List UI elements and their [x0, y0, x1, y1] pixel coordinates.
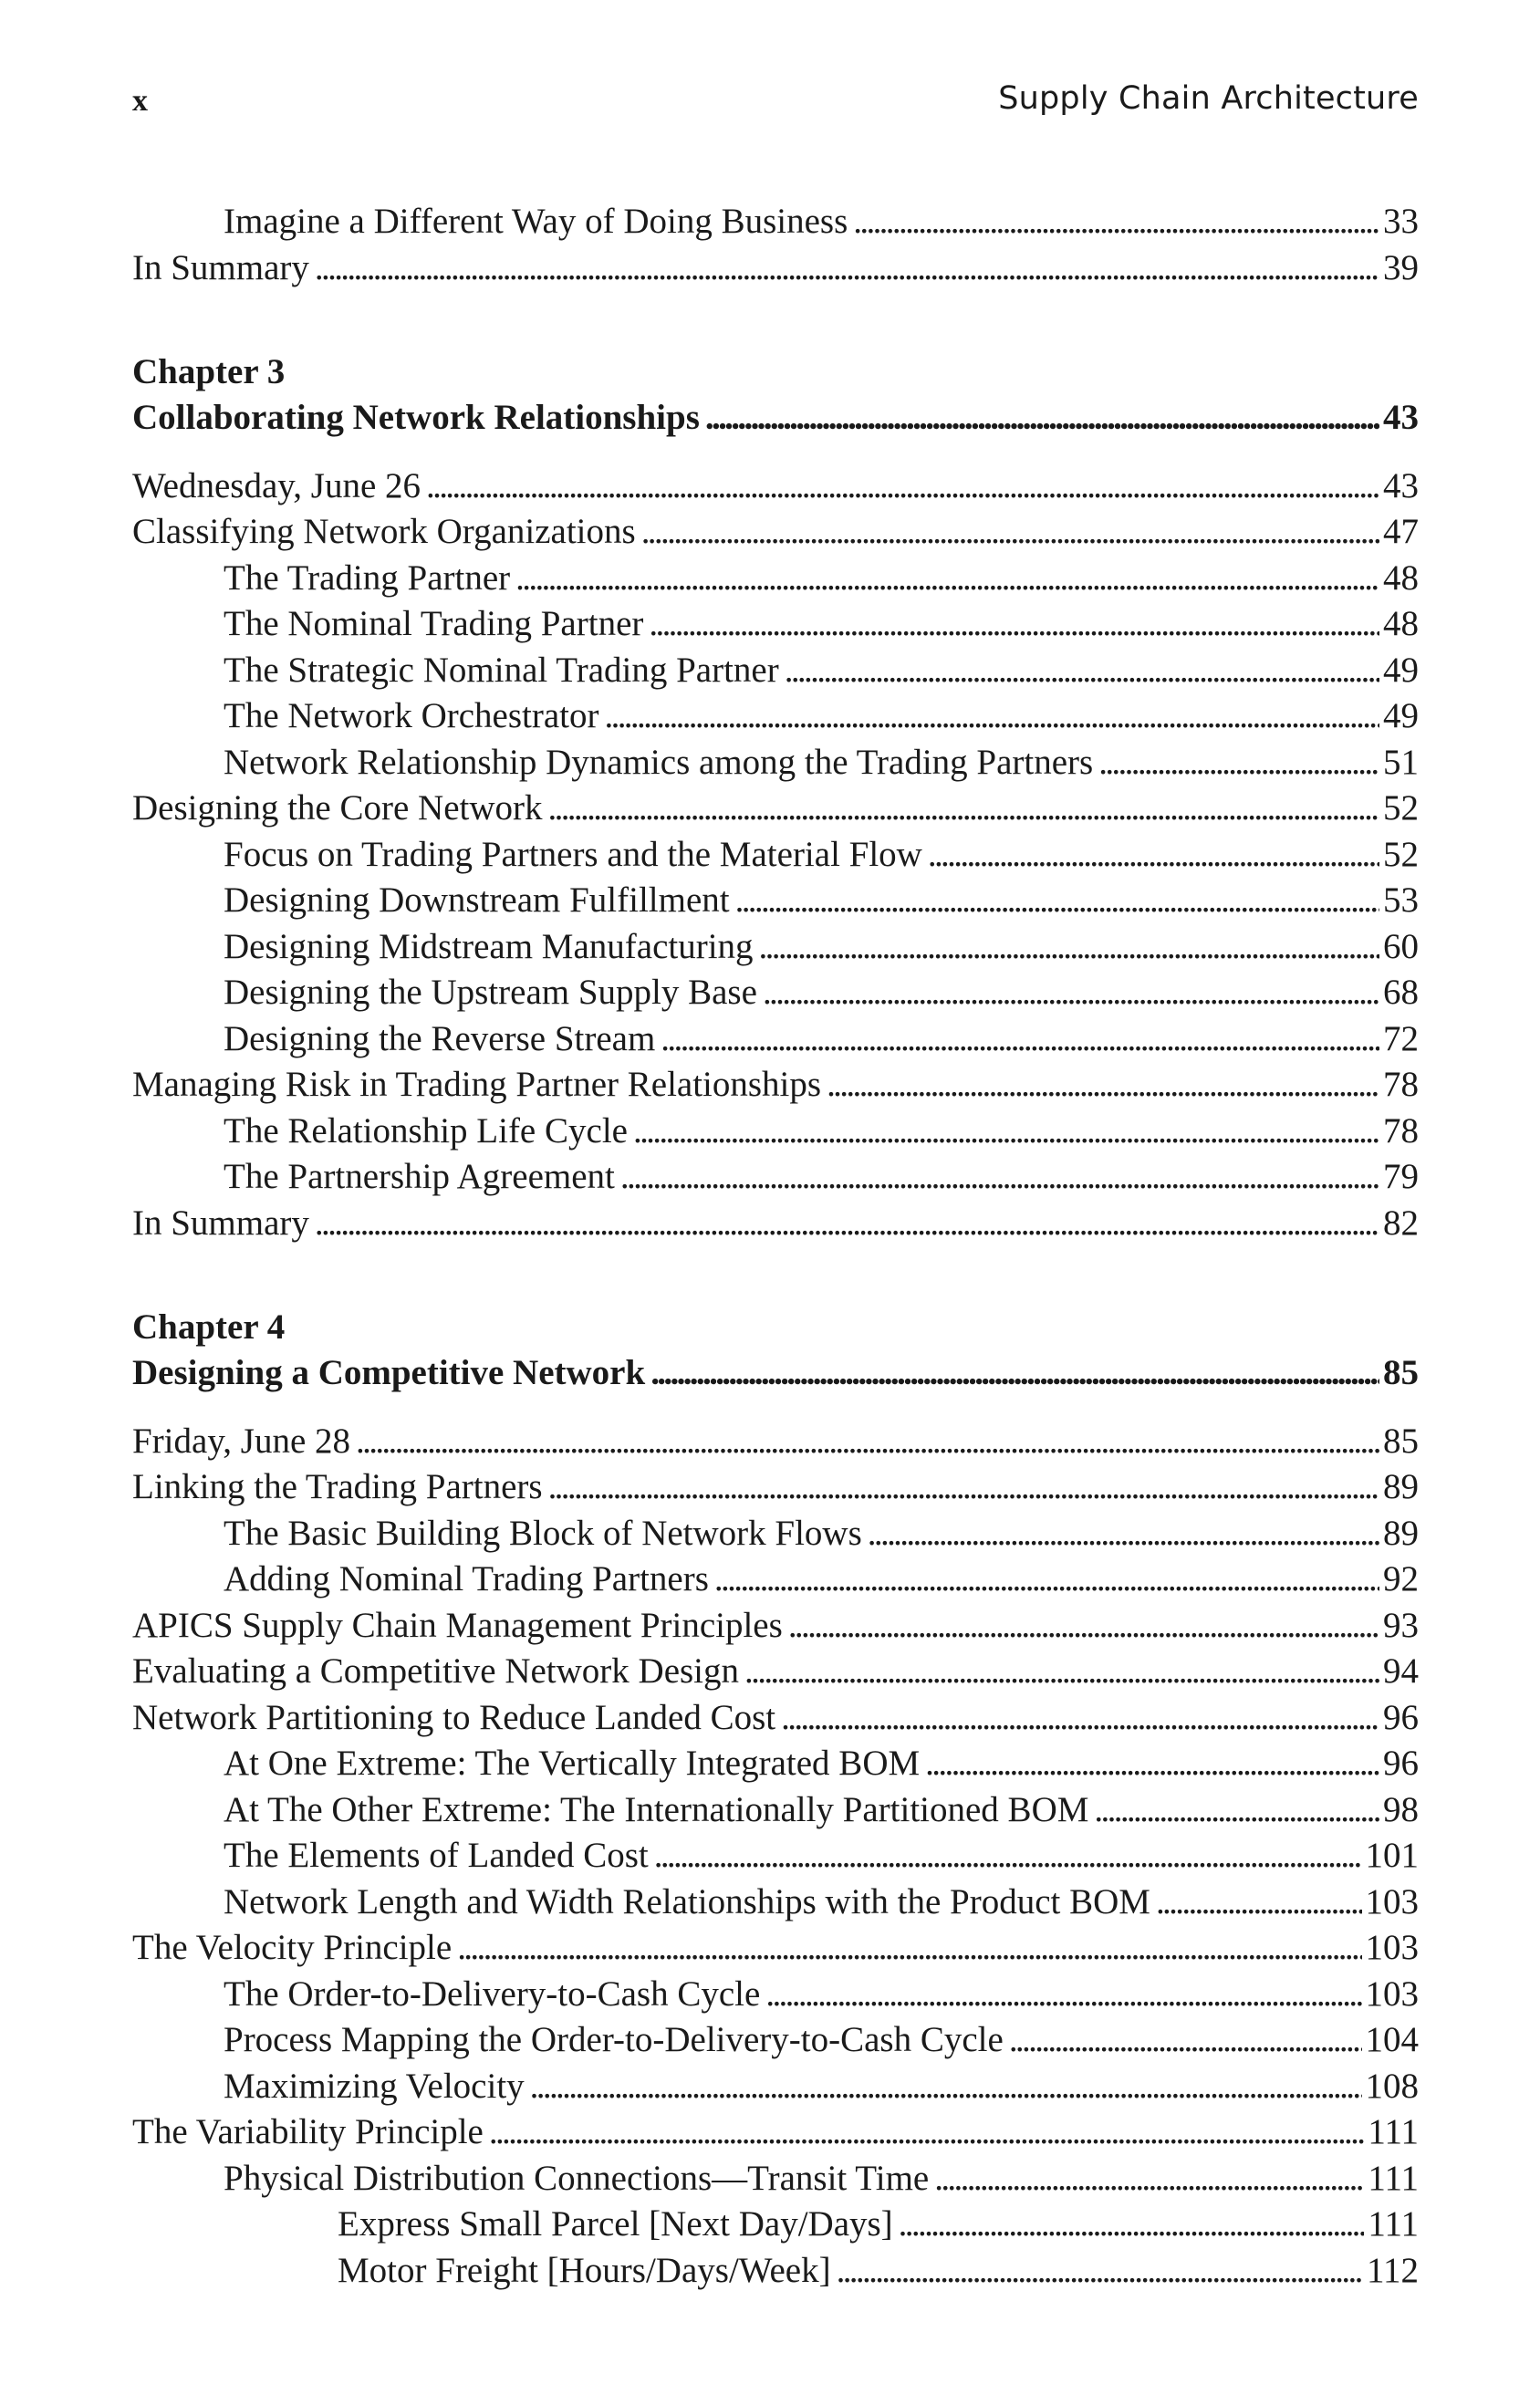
- entry-title: At The Other Extreme: The Internationally Partitioned BOM: [224, 1789, 1089, 1829]
- entry-title: Designing a Competitive Network: [132, 1353, 646, 1392]
- entry-title: Friday, June 28: [132, 1421, 351, 1461]
- entry-page-number: 92: [1383, 1559, 1419, 1598]
- toc-entry[interactable]: [132, 970, 1419, 1016]
- toc-entry[interactable]: [132, 463, 1419, 510]
- toc-entry[interactable]: [132, 832, 1419, 879]
- dot-leader: [530, 2064, 1362, 2110]
- dot-leader: [765, 1972, 1361, 2018]
- entry-page-number: 111: [1368, 2204, 1419, 2244]
- entry-title: Managing Risk in Trading Partner Relationships: [132, 1065, 822, 1104]
- entry-title: Focus on Trading Partners and the Material Flow: [224, 834, 922, 874]
- entry-title: Physical Distribution Connections—Transit Time: [224, 2158, 930, 2198]
- dot-leader: [928, 832, 1379, 879]
- entry-page-number: 111: [1368, 2158, 1419, 2198]
- entry-page-number: 98: [1383, 1789, 1419, 1829]
- dot-leader: [934, 2156, 1364, 2202]
- dot-leader: [837, 2248, 1363, 2295]
- entry-page-number: 93: [1383, 1605, 1419, 1645]
- entry-title: Designing Downstream Fulfillment: [224, 880, 730, 920]
- entry-page-number: 85: [1383, 1421, 1419, 1461]
- dot-leader: [654, 1833, 1362, 1880]
- entry-page-number: 53: [1383, 880, 1419, 920]
- dot-leader: [457, 1925, 1361, 1972]
- toc-entry[interactable]: [132, 509, 1419, 556]
- dot-leader: [426, 463, 1379, 510]
- entry-title: The Network Orchestrator: [224, 696, 599, 735]
- entry-title: Network Partitioning to Reduce Landed Cost: [132, 1697, 776, 1737]
- entry-title: The Trading Partner: [224, 557, 511, 598]
- entry-page-number: 52: [1383, 788, 1419, 828]
- dot-leader: [356, 1419, 1379, 1465]
- dot-leader: [853, 199, 1379, 245]
- toc-entry[interactable]: [132, 2109, 1419, 2156]
- entry-title: Evaluating a Competitive Network Design: [132, 1651, 740, 1691]
- entry-title: Maximizing Velocity: [224, 2066, 525, 2106]
- toc-entry[interactable]: [132, 245, 1419, 292]
- toc-entry[interactable]: [132, 693, 1419, 740]
- dot-leader: [759, 924, 1379, 971]
- entry-page-number: 78: [1383, 1065, 1419, 1104]
- dot-leader: [705, 395, 1379, 442]
- toc-entry[interactable]: [132, 786, 1419, 832]
- toc-entry[interactable]: [132, 1511, 1419, 1557]
- chapter-label: Chapter 4: [132, 1307, 286, 1347]
- toc-entry[interactable]: [132, 740, 1419, 786]
- toc-entry[interactable]: [132, 2017, 1419, 2064]
- toc-entry[interactable]: [132, 2156, 1419, 2202]
- toc-entry[interactable]: [132, 1201, 1419, 1247]
- entry-page-number: 49: [1383, 696, 1419, 735]
- toc-entry[interactable]: [132, 556, 1419, 602]
- toc-entry[interactable]: [132, 1649, 1419, 1695]
- dot-leader: [620, 1154, 1379, 1201]
- toc-entry[interactable]: [132, 1603, 1419, 1650]
- entry-title: APICS Supply Chain Management Principles: [132, 1605, 783, 1645]
- dot-leader: [925, 1741, 1379, 1787]
- entry-page-number: 48: [1383, 557, 1419, 598]
- running-header: [132, 80, 1419, 130]
- toc-entry[interactable]: [132, 2064, 1419, 2110]
- toc-entry[interactable]: [132, 2248, 1419, 2295]
- entry-page-number: 103: [1365, 1928, 1419, 1967]
- toc-entry[interactable]: [132, 1016, 1419, 1063]
- entry-page-number: 79: [1383, 1157, 1419, 1196]
- dot-leader: [633, 1109, 1379, 1155]
- entry-title: Imagine a Different Way of Doing Business: [224, 202, 848, 241]
- dot-leader: [548, 786, 1380, 832]
- toc-entry[interactable]: [132, 1557, 1419, 1603]
- entry-title: Network Relationship Dynamics among the Trading Partners: [224, 742, 1094, 782]
- entry-page-number: 47: [1383, 512, 1419, 551]
- entry-title: The Relationship Life Cycle: [224, 1110, 628, 1151]
- entry-title: The Variability Principle: [132, 2112, 484, 2151]
- entry-title: The Basic Building Block of Network Flows: [224, 1513, 862, 1553]
- entry-page-number: 89: [1383, 1513, 1419, 1553]
- toc-entry[interactable]: [132, 1109, 1419, 1155]
- dot-leader: [744, 1649, 1379, 1695]
- toc-entry[interactable]: [132, 601, 1419, 648]
- toc-entry[interactable]: [132, 1880, 1419, 1926]
- dot-leader: [899, 2202, 1365, 2248]
- entry-title: Designing Midstream Manufacturing: [224, 926, 754, 966]
- toc-entry[interactable]: [132, 924, 1419, 971]
- entry-page-number: 52: [1383, 834, 1419, 874]
- dot-leader: [781, 1695, 1379, 1742]
- entry-title: Designing the Upstream Supply Base: [224, 973, 757, 1012]
- dot-leader: [1009, 2017, 1362, 2064]
- entry-title: Collaborating Network Relationships: [132, 398, 700, 437]
- toc-entry[interactable]: [132, 1833, 1419, 1880]
- dot-leader: [827, 1062, 1379, 1109]
- chapter-title-entry[interactable]: [132, 1350, 1419, 1397]
- entry-page-number: 51: [1383, 742, 1419, 782]
- entry-page-number: 43: [1383, 398, 1419, 437]
- entry-page-number: 112: [1366, 2250, 1419, 2290]
- dot-leader: [641, 509, 1379, 556]
- entry-page-number: 103: [1365, 1881, 1419, 1921]
- dot-leader: [1098, 740, 1379, 786]
- entry-title: Classifying Network Organizations: [132, 512, 636, 551]
- dot-leader: [714, 1557, 1379, 1603]
- toc-entry[interactable]: [132, 1925, 1419, 1972]
- dot-leader: [1094, 1787, 1379, 1834]
- entry-title: The Partnership Agreement: [224, 1157, 615, 1196]
- dot-leader: [1156, 1880, 1362, 1926]
- entry-page-number: 104: [1365, 2020, 1419, 2059]
- entry-title: The Velocity Principle: [132, 1928, 453, 1967]
- entry-page-number: 96: [1383, 1697, 1419, 1737]
- toc-entry[interactable]: [132, 1419, 1419, 1465]
- toc-entry[interactable]: [132, 1787, 1419, 1834]
- dot-leader: [489, 2109, 1365, 2156]
- entry-page-number: 49: [1383, 650, 1419, 690]
- entry-page-number: 60: [1383, 926, 1419, 966]
- entry-page-number: 103: [1365, 1973, 1419, 2014]
- dot-leader: [548, 1464, 1379, 1511]
- chapter-title-entry[interactable]: [132, 395, 1419, 442]
- dot-leader: [661, 1016, 1379, 1063]
- entry-title: Linking the Trading Partners: [132, 1467, 543, 1506]
- toc-entry[interactable]: [132, 2202, 1419, 2248]
- entry-title: Designing the Reverse Stream: [224, 1018, 656, 1058]
- entry-title: The Strategic Nominal Trading Partner: [224, 650, 779, 690]
- entry-page-number: 82: [1383, 1203, 1419, 1243]
- entry-page-number: 68: [1383, 973, 1419, 1012]
- entry-title: Designing the Core Network: [132, 788, 543, 828]
- toc-entry[interactable]: [132, 648, 1419, 694]
- entry-title: Motor Freight [Hours/Days/Week]: [338, 2250, 831, 2290]
- entry-title: At One Extreme: The Vertically Integrated BOM: [224, 1744, 921, 1783]
- entry-page-number: 33: [1383, 202, 1419, 241]
- toc-entry[interactable]: [132, 878, 1419, 924]
- entry-page-number: 48: [1383, 604, 1419, 643]
- toc-entry[interactable]: [132, 1062, 1419, 1109]
- entry-page-number: 39: [1383, 247, 1419, 287]
- entry-title: In Summary: [132, 247, 309, 287]
- entry-title: The Elements of Landed Cost: [224, 1836, 649, 1875]
- dot-leader: [785, 648, 1379, 694]
- entry-page-number: 94: [1383, 1651, 1419, 1691]
- table-of-contents: [132, 199, 1419, 2294]
- entry-title: Adding Nominal Trading Partners: [224, 1559, 709, 1598]
- entry-page-number: 96: [1383, 1744, 1419, 1783]
- dot-leader: [650, 1350, 1379, 1397]
- entry-page-number: 78: [1383, 1110, 1419, 1151]
- toc-entry[interactable]: [132, 1972, 1419, 2018]
- entry-page-number: 111: [1368, 2112, 1419, 2151]
- entry-title: Network Length and Width Relationships with the Product BOM: [224, 1881, 1150, 1921]
- running-title: Supply Chain Architecture: [998, 80, 1419, 117]
- dot-leader: [315, 245, 1379, 292]
- dot-leader: [605, 693, 1380, 740]
- entry-title: The Order-to-Delivery-to-Cash Cycle: [224, 1973, 761, 2014]
- chapter-label: Chapter 3: [132, 352, 286, 391]
- entry-page-number: 72: [1383, 1018, 1419, 1058]
- entry-page-number: 108: [1365, 2066, 1419, 2106]
- toc-entry[interactable]: [132, 199, 1419, 245]
- entry-page-number: 43: [1383, 465, 1419, 505]
- entry-title: Express Small Parcel [Next Day/Days]: [338, 2204, 893, 2244]
- dot-leader: [788, 1603, 1379, 1650]
- entry-title: In Summary: [132, 1203, 309, 1243]
- dot-leader: [649, 601, 1379, 648]
- toc-entry[interactable]: [132, 1741, 1419, 1787]
- entry-page-number: 85: [1383, 1353, 1419, 1392]
- dot-leader: [515, 556, 1379, 602]
- entry-title: The Nominal Trading Partner: [224, 604, 644, 643]
- dot-leader: [735, 878, 1379, 924]
- toc-entry[interactable]: [132, 1154, 1419, 1201]
- dot-leader: [763, 970, 1379, 1016]
- entry-title: Process Mapping the Order-to-Delivery-to-Cash Cycle: [224, 2020, 1004, 2059]
- entry-page-number: 101: [1365, 1836, 1419, 1875]
- page-number: x: [132, 84, 148, 118]
- toc-entry[interactable]: [132, 1695, 1419, 1742]
- toc-entry[interactable]: [132, 1464, 1419, 1511]
- entry-page-number: 89: [1383, 1467, 1419, 1506]
- dot-leader: [868, 1511, 1379, 1557]
- entry-title: Wednesday, June 26: [132, 465, 421, 505]
- dot-leader: [315, 1201, 1379, 1247]
